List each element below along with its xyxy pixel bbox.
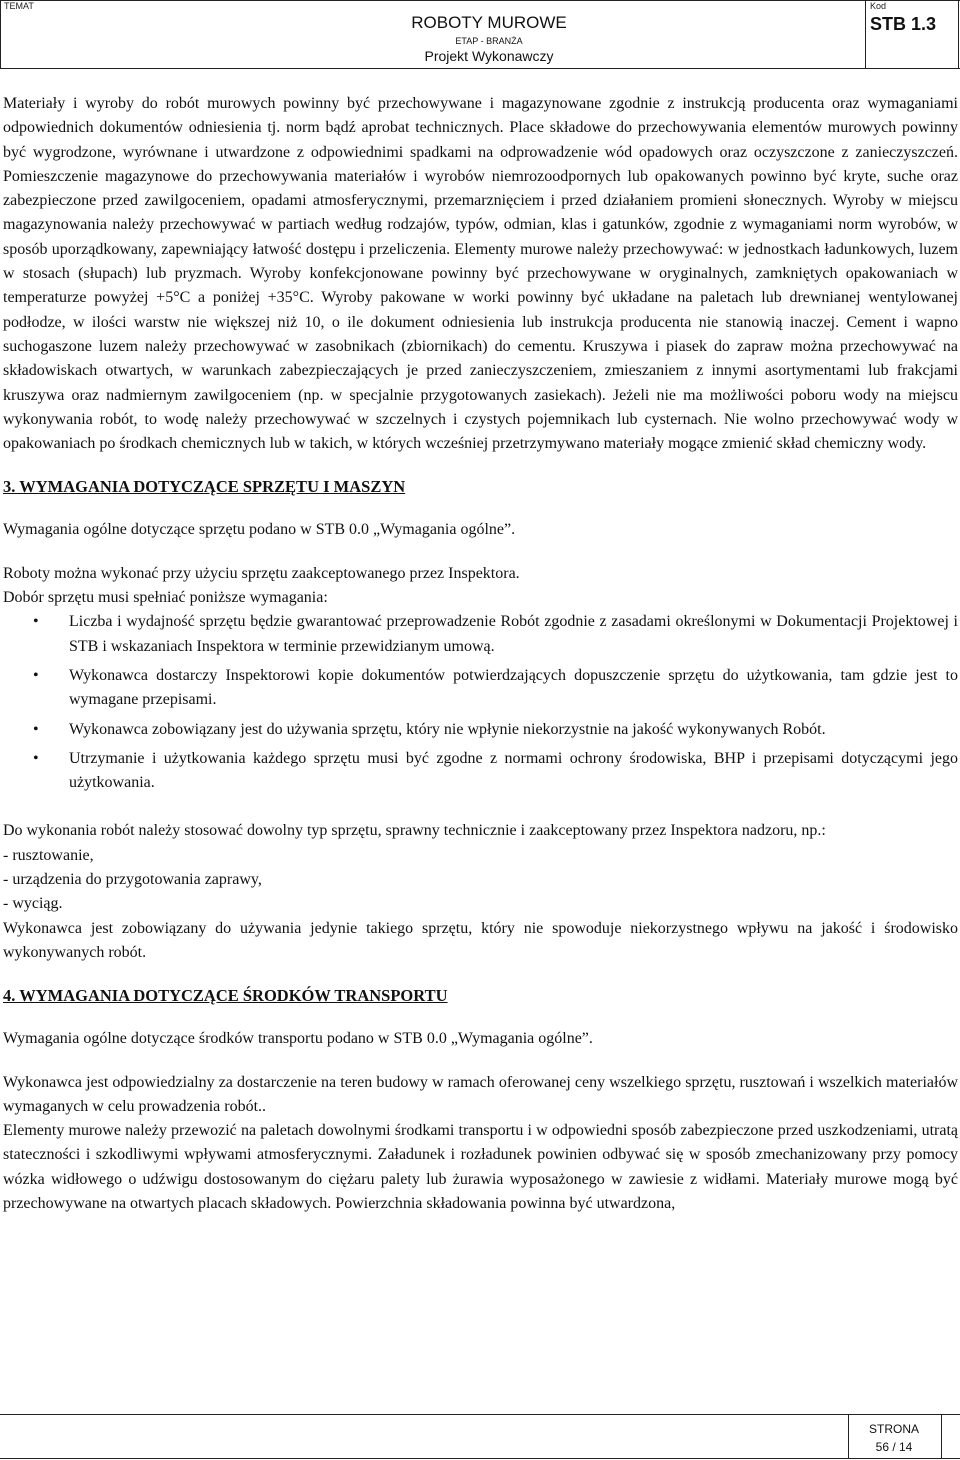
- header-bottom-rule: [0, 68, 960, 69]
- list-item-text: Wykonawca zobowiązany jest do używania sprzętu, który nie wpłynie niekorzystnie na jakość wykonywanych Robót.: [69, 720, 826, 738]
- bullet-icon: •: [33, 666, 39, 684]
- strona-label: STRONA: [868, 1422, 919, 1436]
- header-right-border: [958, 0, 959, 68]
- header-top-rule: [0, 0, 960, 1]
- spec-code: STB 1.3: [870, 14, 937, 34]
- document-footer: [0, 1414, 960, 1460]
- bullet-icon: •: [33, 720, 39, 738]
- list-item-text: Utrzymanie i użytkowania każdego sprzętu musi być zgodne z normami ochrony środowiska, BHP i przepisami dotyczącymi jego użytkowania.: [69, 749, 958, 792]
- section-3-closing-paragraph: Wykonawca jest zobowiązany do używania jedynie takiego sprzętu, który nie spowoduje niekorzystnego wpływu na jakość i środowisko wykonywanych robót.: [3, 919, 958, 961]
- etap-branza-label: ETAP - BRANŻA: [455, 36, 523, 46]
- header-code-divider: [865, 0, 866, 68]
- section-3-general-requirements: Wymagania ogólne dotyczące sprzętu podano w STB 0.0 „Wymagania ogólne”.: [3, 521, 516, 539]
- section-4-heading: 4. WYMAGANIA DOTYCZĄCE ŚRODKÓW TRANSPORTU: [3, 986, 448, 1006]
- section-3-heading: 3. WYMAGANIA DOTYCZĄCE SPRZĘTU I MASZYN: [3, 477, 406, 497]
- list-item-text: Wykonawca dostarczy Inspektorowi kopie dokumentów potwierdzających dopuszczenie sprzętu do użytkowania, tam gdzie jest to wymagane przepisami.: [69, 666, 958, 709]
- footer-top-rule: [0, 1414, 960, 1415]
- section-4-general-requirements: Wymagania ogólne dotyczące środków transportu podano w STB 0.0 „Wymagania ogólne”.: [3, 1030, 593, 1048]
- section-3-paragraph: Roboty można wykonać przy użyciu sprzętu zaakceptowanego przez Inspektora.: [3, 564, 520, 582]
- temat-label: TEMAT: [4, 1, 34, 11]
- list-item: [3, 747, 958, 796]
- dash-item: - urządzenia do przygotowania zaprawy,: [3, 871, 262, 889]
- bullet-icon: •: [33, 613, 39, 631]
- storage-paragraph: Materiały i wyroby do robót murowych powinny być przechowywane i magazynowane zgodnie z instrukcją producenta oraz wymaganiami odpowiednich dokumentów odniesienia tj. norm bądź aprobat technicznych. Place składowe do przechowywania elementów murowych powinny być wygrodzone, wyrównane i utwardzone z odpowiednimi spadkami na odprowadzenie wód opadowych oraz oczyszczone z zanieczyszczeń. Pomieszczenie magazynowe do przechowywania materiałów i wyrobów niemrozoodpornych lub opakowanych powinno być kryte, suche oraz zabezpieczone przed zawilgoceniem, opadami atmosferycznymi, przemarznięciem i przed działaniem promieni słonecznych. Wyroby w miejscu magazynowania należy przechowywać w partiach według rodzajów, typów, odmian, klas i gatunków, zgodnie z wymaganiami norm wyrobów, w sposób uporządkowany, zapewniający łatwość dostępu i przeliczenia. Elementy murowe należy przechowywać: w jednostkach ładunkowych, luzem w stosach (słupach) lub pryzmach. Wyroby konfekcjonowane powinny być przechowywane w oryginalnych, zamkniętych opakowaniach w temperaturze powyżej +5°C a poniżej +35°C. Wyroby pakowane w worki powinny być układane na paletach lub drewnianej wentylowanej podłodze, w ilości warstw nie większej niż 10, o ile dokument odniesienia lub instrukcja producenta nie stanowią inaczej. Cement i wapno suchogaszone luzem należy przechowywać w zasobnikach (zbiornikach) do cementu. Kruszywa i piasek do zapraw można przechowywać na składowiskach otwartych, w warunkach zabezpieczających je przed zanieczyszczeniem, zmieszaniem z innymi asortymentami lub frakcjami kruszywa oraz nadmiernym zawilgoceniem (np. w specjalnie przygotowanych zasiekach). Jeżeli nie ma możliwości poboru wody na miejscu wykonywania robót, to wodę należy przechowywać w szczelnych i czystych pojemnikach lub cysternach. Nie wolno przechowywać wody w opakowaniach po środkach chemicznych lub w takich, w których wcześniej przetrzymywano materiały mogące zmienić skład chemiczny wody.: [3, 95, 958, 453]
- bullet-icon: •: [33, 749, 39, 767]
- page-number: 56 / 14: [875, 1440, 913, 1454]
- dash-item: - rusztowanie,: [3, 846, 94, 864]
- dash-item: - wyciąg.: [3, 895, 63, 913]
- section-3-requirements-intro: Dobór sprzętu musi spełniać poniższe wymagania:: [3, 589, 328, 607]
- document-header: [0, 0, 960, 70]
- kod-label: Kod: [870, 1, 887, 11]
- project-type: Projekt Wykonawczy: [424, 48, 554, 64]
- footer-bottom-rule: [0, 1458, 960, 1459]
- list-item-text: Liczba i wydajność sprzętu będzie gwarantować przeprowadzenie Robót zgodnie z zasadami określonymi w Dokumentacji Projektowej i STB i wskazaniach Inspektora w terminie przewidzianym umową.: [69, 613, 958, 655]
- list-item: [3, 610, 958, 659]
- header-left-border: [0, 0, 1, 68]
- list-item: [3, 718, 958, 742]
- document-title: ROBOTY MUROWE: [411, 13, 567, 32]
- section-4-transport-paragraph: Elementy murowe należy przewozić na paletach dowolnymi środkami transportu i w odpowiedni sposób zabezpieczone przed uszkodzeniami, utratą stateczności i szkodliwymi wpływami atmosferycznymi. Załadunek i rozładunek powinien odbywać się w sposób zmechanizowany przy pomocy wózka widłowego o udźwigu dostosowanym do ciężaru palety lub żurawia wyposażonego w zawiesie z widłami. Materiały murowe mogą być przechowywane na otwartych placach składowych. Powierzchnia składowania powinna być utwardzona,: [3, 1122, 958, 1212]
- document-body: [3, 92, 958, 1216]
- section-4-paragraph: Wykonawca jest odpowiedzialny za dostarczenie na teren budowy w ramach oferowanej ceny wszelkiego sprzętu, rusztowań i wszelkich materiałów wymaganych w celu prowadzenia robót..: [3, 1073, 958, 1115]
- equipment-requirements-list: [3, 610, 958, 795]
- section-3-equipment-paragraph: Do wykonania robót należy stosować dowolny typ sprzętu, sprawny technicznie i zaakceptowany przez Inspektora nadzoru, np.:: [3, 822, 826, 840]
- list-item: [3, 664, 958, 713]
